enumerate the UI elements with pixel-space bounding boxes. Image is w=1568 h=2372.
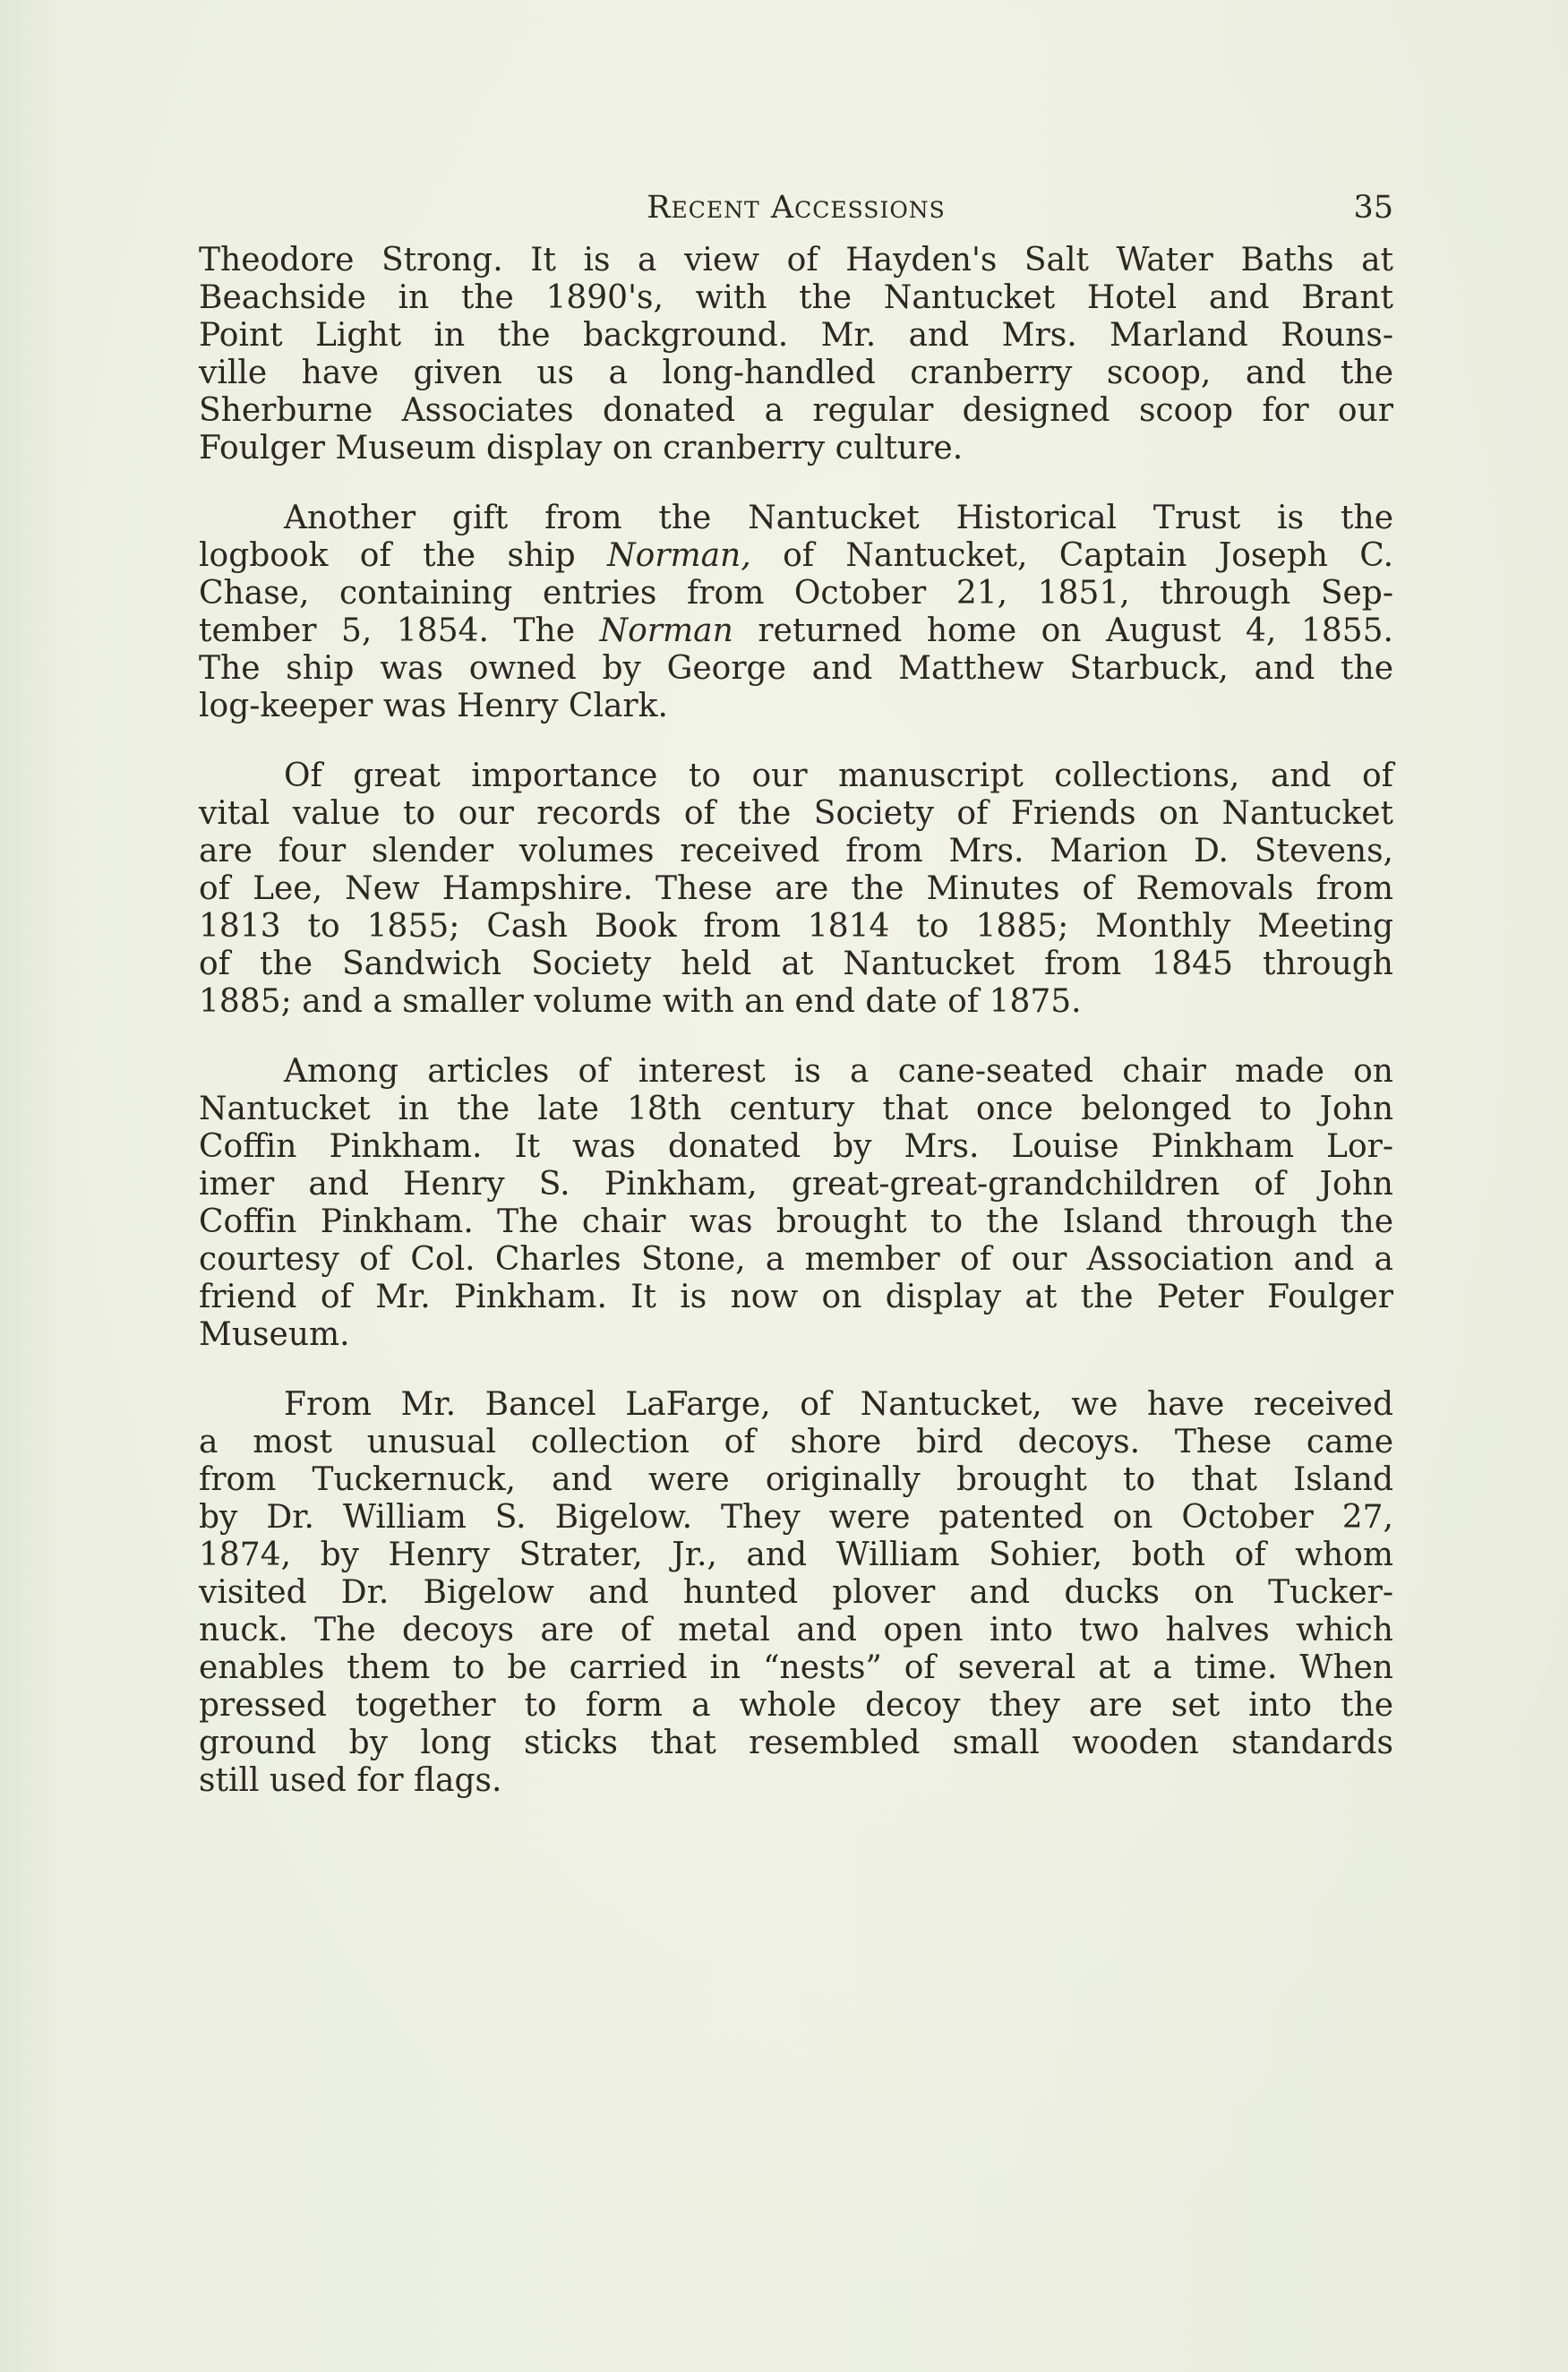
text-line: from Tuckernuck, and were originally brought to that Island	[199, 1461, 1393, 1498]
text-line: of Lee, New Hampshire. These are the Minutes of Removals from	[199, 870, 1393, 907]
running-head	[199, 190, 1393, 235]
text-line: Beachside in the 1890's, with the Nantucket Hotel and Brant	[199, 279, 1393, 316]
text-line: nuck. The decoys are of metal and open into two halves which	[199, 1612, 1393, 1648]
text-line: courtesy of Col. Charles Stone, a member of our Association and a	[199, 1241, 1393, 1278]
text-line: log-keeper was Henry Clark.	[199, 688, 668, 724]
paragraph-pinkham-chair	[199, 1053, 1393, 1354]
text-line: still used for flags.	[199, 1762, 502, 1799]
text-line: Of great importance to our manuscript collections, and of	[284, 758, 1393, 794]
text-line: Nantucket in the late 18th century that once belonged to John	[199, 1091, 1393, 1127]
text-line: 1885; and a smaller volume with an end date of 1875.	[199, 983, 1082, 1020]
text-line: Foulger Museum display on cranberry culture.	[199, 430, 964, 467]
text-line: ground by long sticks that resembled small wooden standards	[199, 1725, 1393, 1761]
paragraph-friends-manuscripts	[199, 758, 1393, 1021]
text-line	[199, 612, 1393, 650]
text-line: Coffin Pinkham. It was donated by Mrs. Louise Pinkham Lor-	[199, 1128, 1393, 1165]
text-line: Chase, containing entries from October 21, 1851, through Sep-	[199, 575, 1393, 612]
ship-name-italic: Norman,	[607, 537, 751, 574]
text-line: pressed together to form a whole decoy they are set into the	[199, 1687, 1393, 1724]
text-segment: of Nantucket, Captain Joseph C.	[783, 537, 1394, 574]
text-line: Coffin Pinkham. The chair was brought to the Island through the	[199, 1203, 1393, 1240]
text-line: The ship was owned by George and Matthew Starbuck, and the	[199, 650, 1393, 687]
text-line: imer and Henry S. Pinkham, great-great-grandchildren of John	[199, 1166, 1393, 1203]
text-line: Sherburne Associates donated a regular designed scoop for our	[199, 392, 1393, 429]
text-line: are four slender volumes received from Mrs. Marion D. Stevens,	[199, 833, 1393, 869]
text-line: visited Dr. Bigelow and hunted plover and ducks on Tucker-	[199, 1574, 1393, 1611]
text-line: Another gift from the Nantucket Historical Trust is the	[284, 500, 1393, 536]
text-line: 1874, by Henry Strater, Jr., and William Sohier, both of whom	[199, 1537, 1393, 1573]
ship-name-italic: Norman	[599, 612, 733, 649]
text-segment: tember 5, 1854. The	[199, 612, 576, 649]
text-line: Point Light in the background. Mr. and Mrs. Marland Rouns-	[199, 317, 1393, 354]
text-line: enables them to be carried in “nests” of several at a time. When	[199, 1649, 1393, 1686]
text-line: ville have given us a long-handled cranberry scoop, and the	[199, 355, 1393, 391]
text-line: From Mr. Bancel LaFarge, of Nantucket, we have received	[284, 1386, 1393, 1423]
text-line: by Dr. William S. Bigelow. They were patented on October 27,	[199, 1499, 1393, 1536]
page-number: 35	[1353, 190, 1393, 226]
body-text	[199, 242, 1393, 1832]
text-segment: logbook of the ship	[199, 537, 576, 574]
text-line: vital value to our records of the Society of Friends on Nantucket	[199, 795, 1393, 832]
paragraph-norman-logbook	[199, 500, 1393, 725]
text-line	[199, 537, 1393, 575]
text-line: Among articles of interest is a cane-seated chair made on	[284, 1053, 1393, 1090]
text-line: a most unusual collection of shore bird decoys. These came	[199, 1424, 1393, 1460]
text-line: 1813 to 1855; Cash Book from 1814 to 1885; Monthly Meeting	[199, 908, 1393, 945]
text-line: friend of Mr. Pinkham. It is now on display at the Peter Foulger	[199, 1279, 1393, 1315]
text-line: of the Sandwich Society held at Nantucket from 1845 through	[199, 946, 1393, 982]
paragraph-shore-bird-decoys	[199, 1386, 1393, 1800]
text-segment: returned home on August 4, 1855.	[758, 612, 1393, 649]
paragraph-hayden-baths	[199, 242, 1393, 467]
text-line: Museum.	[199, 1316, 350, 1353]
text-line: Theodore Strong. It is a view of Hayden's Salt Water Baths at	[199, 242, 1393, 278]
running-title: Recent Accessions	[647, 190, 946, 226]
